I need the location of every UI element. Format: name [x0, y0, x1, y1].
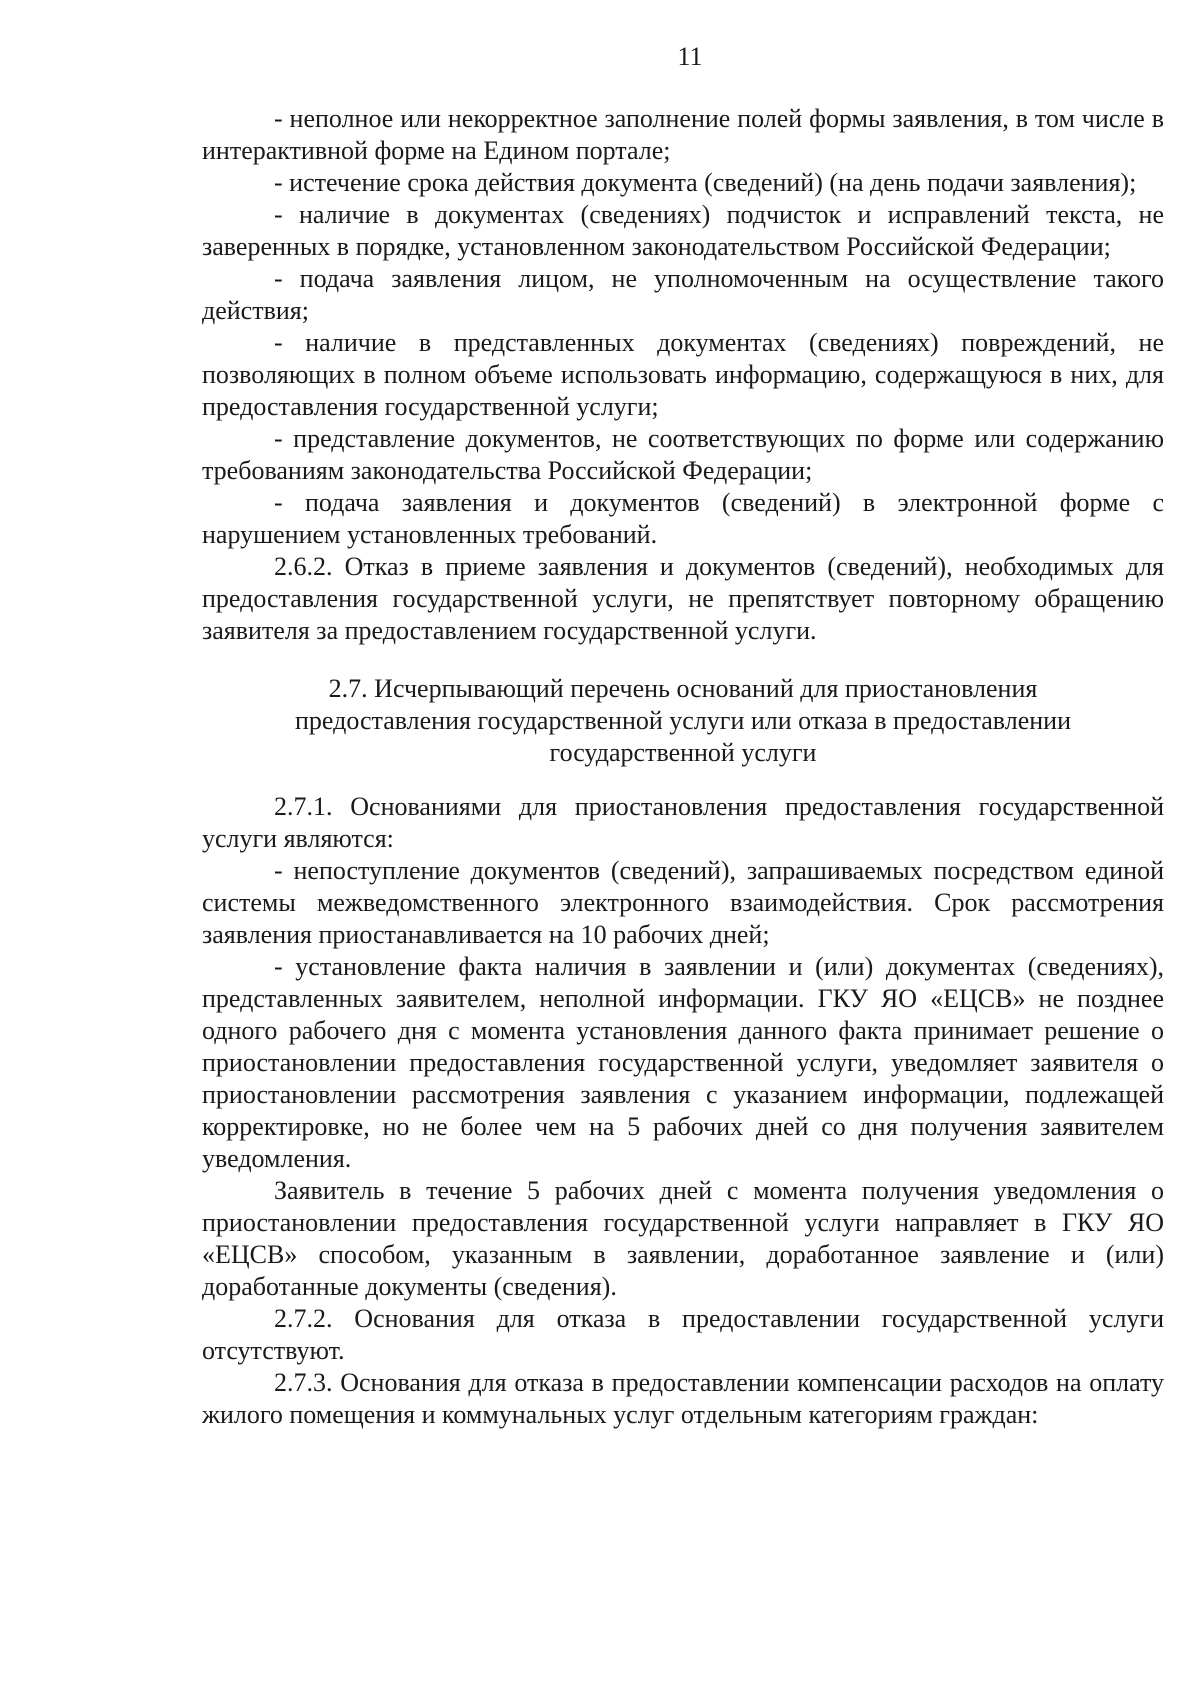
- clause-2-6-2: 2.6.2. Отказ в приеме заявления и документов (сведений), необходимых для предоставления государственной услуги, не препятствует повторному обращению заявителя за предоставлением государственной услуги.: [202, 552, 1164, 645]
- applicant-resubmission-paragraph: Заявитель в течение 5 рабочих дней с момента получения уведомления о приостановлении предоставления государственной услуги направляет в ГКУ ЯО «ЕЦСВ» способом, указанным в заявлении, доработанное заявление и (или) доработанные документы (сведения).: [202, 1176, 1164, 1301]
- heading-line-1: 2.7. Исчерпывающий перечень оснований для приостановления: [328, 674, 1038, 703]
- list-item-incomplete-info: - установление факта наличия в заявлении и (или) документах (сведениях), представленных заявителем, неполной информации. ГКУ ЯО «ЕЦСВ» не позднее одного рабочего дня с момента установления данного факта принимает решение о приостановлении предоставления государственной услуги, уведомляет заявителя о приостановлении рассмотрения заявления с указанием информации, подлежащей корректировке, но не более чем на 5 рабочих дней со дня получения заявителем уведомления.: [202, 952, 1164, 1173]
- section-heading-2-7: [202, 673, 1164, 769]
- clause-2-7-3: 2.7.3. Основания для отказа в предоставлении компенсации расходов на оплату жилого помещения и коммунальных услуг отдельным категориям граждан:: [202, 1368, 1164, 1429]
- list-item-nonconforming-documents: - представление документов, не соответствующих по форме или содержанию требованиям законодательства Российской Федерации;: [202, 424, 1164, 485]
- clause-2-7-2: 2.7.2. Основания для отказа в предоставлении государственной услуги отсутствуют.: [202, 1304, 1164, 1365]
- list-item-non-receipt: - непоступление документов (сведений), запрашиваемых посредством единой системы межведомственного электронного взаимодействия. Срок рассмотрения заявления приостанавливается на 10 рабочих дней;: [202, 856, 1164, 949]
- list-item-erasures-corrections: - наличие в документах (сведениях) подчисток и исправлений текста, не заверенных в порядке, установленном законодательством Российской Федерации;: [202, 200, 1164, 261]
- list-item-expired-document: - истечение срока действия документа (сведений) (на день подачи заявления);: [274, 168, 1137, 197]
- list-item-damaged-documents: - наличие в представленных документах (сведениях) повреждений, не позволяющих в полном объеме использовать информацию, содержащуюся в них, для предоставления государственной услуги;: [202, 328, 1164, 421]
- list-item-incomplete-form: - неполное или некорректное заполнение полей формы заявления, в том числе в интерактивной форме на Едином портале;: [202, 104, 1164, 165]
- document-body: [202, 103, 1164, 1431]
- heading-line-3: государственной услуги: [549, 738, 817, 767]
- list-item-unauthorized-person: - подача заявления лицом, не уполномоченным на осуществление такого действия;: [202, 264, 1164, 325]
- heading-line-2: предоставления государственной услуги или отказа в предоставлении: [294, 706, 1071, 735]
- page-number: 11: [677, 42, 703, 71]
- list-item-electronic-violation: - подача заявления и документов (сведений) в электронной форме с нарушением установленных требований.: [202, 488, 1164, 549]
- clause-2-7-1: 2.7.1. Основаниями для приостановления предоставления государственной услуги являются:: [202, 792, 1164, 853]
